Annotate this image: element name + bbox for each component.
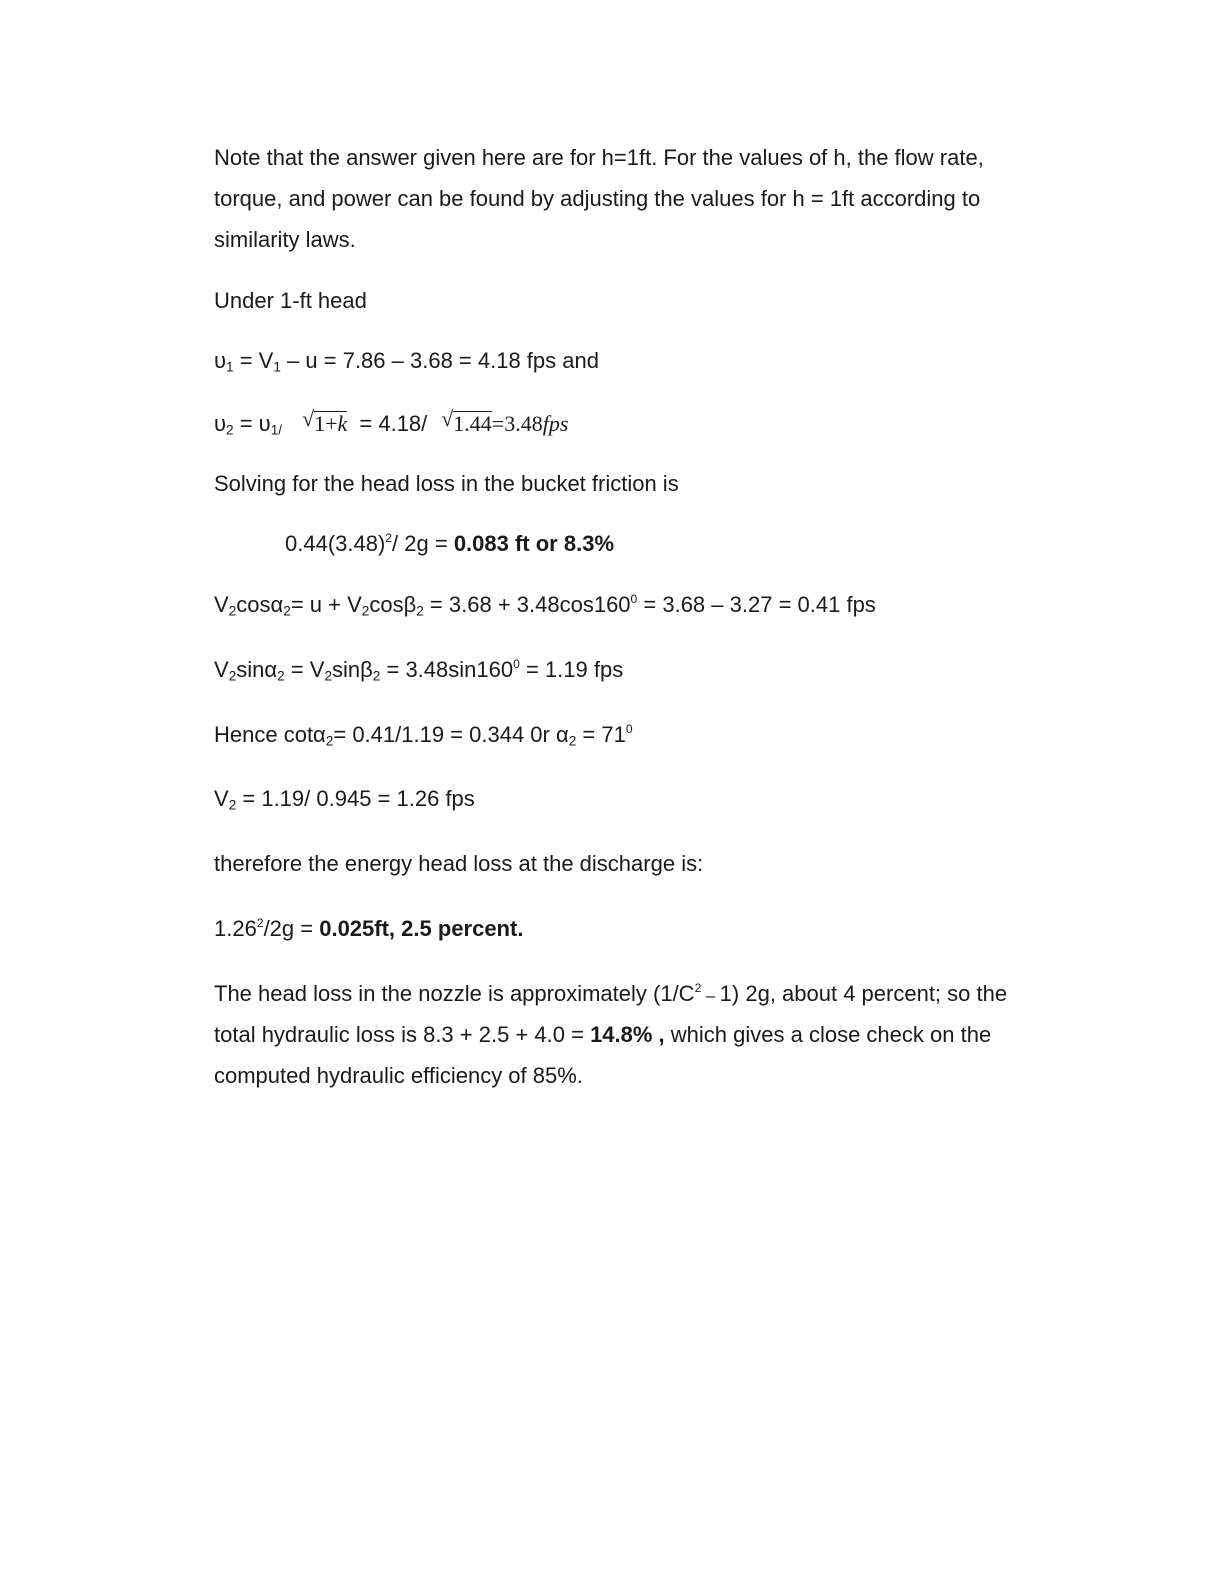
- u2-result: =3.48: [491, 411, 543, 436]
- intro-line-3: similarity laws.: [214, 227, 356, 252]
- u2-symbol: υ: [214, 411, 227, 436]
- sqrt-1-44: √ 1.44: [441, 406, 492, 436]
- equation-head-loss: $0.44(3.48)^2/$ 2g = 0.083 ft or 8.3%: [285, 530, 614, 556]
- conclusion-line-3: computed hydraulic efficiency of 85%.: [214, 1063, 583, 1088]
- intro-line-1: Note that the answer given here are for h=1ft. For the values of h, the flow rate,: [214, 145, 984, 170]
- u1-subscript: 1: [226, 359, 234, 375]
- u2-text-b: = 4.18/: [353, 411, 428, 436]
- conclusion-line-2: total hydraulic loss is 8.3 + 2.5 + 4.0 = 14.8% , which gives a close check on the: [214, 1022, 992, 1047]
- discharge-result: 0.025ft, 2.5 percent.: [319, 916, 524, 941]
- equation-v2: $V_2 = 1.19/$ 0.945 = 1.26 fps: [214, 786, 475, 813]
- v1-subscript: 1: [273, 359, 281, 375]
- equation-cos: $V_2\cos\alpha_2= u + V_2\cos\beta_2 = 3.68 + 3.48\cos 160^0 = 3.68 - 3.27 = 0.41$ fps: [214, 591, 876, 619]
- equation-u2: [214, 406, 569, 438]
- u2-sub-ratio: 1/: [270, 422, 283, 438]
- u1-text-a: = V: [233, 348, 274, 373]
- equation-cot: Hence cotα$_2$= 0.41/1.19 = 0.344 0r $\alpha_2 = 71^0$: [214, 721, 633, 749]
- total-loss-result: 14.8% ,: [590, 1022, 665, 1047]
- sqrt-1-plus-k: √ 1+k: [302, 406, 348, 436]
- u1-symbol: υ: [214, 348, 227, 373]
- u2-subscript: 2: [226, 422, 234, 438]
- equation-sin: $V_2\sin\alpha_2 = V_2\sin\beta_2 = 3.48\sin 160^0 = 1.19$ fps: [214, 656, 624, 684]
- conclusion-line-1: The head loss in the nozzle is approximately $(1/C^2 - 1)$ 2g, about 4 percent; so the: [214, 980, 1008, 1006]
- u1-text-b: – u = 7.86 – 3.68 = 4.18 fps and: [280, 348, 599, 373]
- head-loss-result: 0.083 ft or 8.3%: [453, 531, 614, 556]
- intro-line-2: torque, and power can be found by adjusting the values for h = 1ft according to: [214, 186, 981, 211]
- under-head-label: Under 1-ft head: [214, 288, 367, 313]
- u2-text-a: = υ: [233, 411, 271, 436]
- solving-text: Solving for the head loss in the bucket friction is: [214, 471, 679, 496]
- therefore-text: therefore the energy head loss at the discharge is:: [214, 851, 704, 876]
- equation-u1: [214, 348, 599, 375]
- equation-discharge: $1.26^2/2g = 0.025ft$, 2.5 percent.: [214, 915, 524, 941]
- u2-result-unit: fps: [542, 411, 569, 436]
